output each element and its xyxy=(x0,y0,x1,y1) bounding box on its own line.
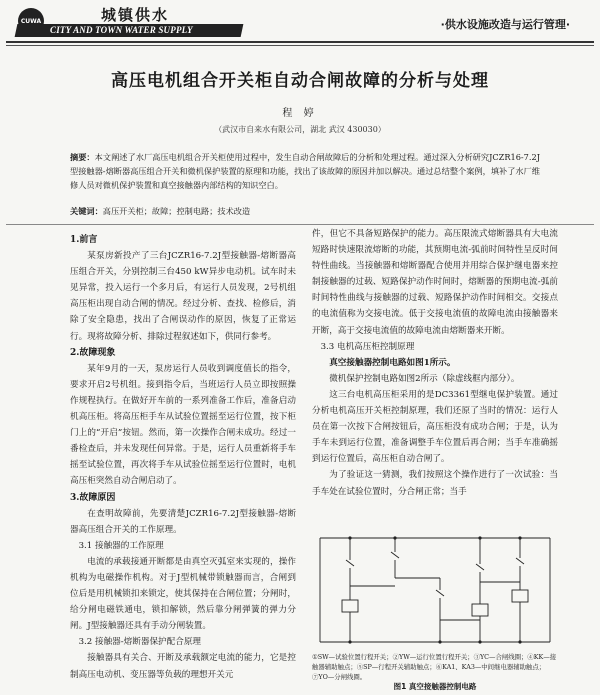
paragraph: 在查明故障前，先要清楚JCZR16-7.2J型接触器-熔断器高压组合开关的工作原理。 xyxy=(70,508,296,535)
section-heading: 1.前言 xyxy=(70,235,98,245)
paragraph: 微机保护控制电路如图2所示（除虚线框内部分）。 xyxy=(329,373,520,384)
control-circuit-diagram xyxy=(310,530,560,652)
paragraph: 某泵房新投产了三台JCZR16-7.2J型接触器-熔断器高压组合开关，分别控制三台450 kW异步电动机。试车时未见异常，投入运行一个多月后，有运行人员发现，2号机组高压柜出现自动合闸的情况。经过分析、查找、检修后，消除了安全隐患，找出了合闸误动作的原因，恢复了正常运行。现将故障分析、排除过程叙述如下，供同行参考。 xyxy=(70,251,296,342)
journal-logo xyxy=(6,4,242,38)
paragraph: 某年9月的一天，泵房运行人员收到调度值长的指令，要求开启2号机组。接到指令后，当班运行人员立即按照操作规程执行。在做好开车前的一系列准备工作后，准备启动机高压柜。将高压柜手车从试验位置摇至运行位置，按下柜门上的“开启”按钮。然而，第一次操作合闸未成功。经过一番检查后，并未发现任何异常。于是，运行人员重新将手车摇至试验位置，再次将手车从试验位摇至运行位置时，电机高压柜突然自动合闸启动了。 xyxy=(70,363,296,487)
keywords xyxy=(70,206,540,217)
subsection-heading: 3.1 接触器的工作原理 xyxy=(78,540,164,551)
author-affiliation: （武汉市自来水有限公司，湖北 武汉 430030） xyxy=(214,125,386,134)
right-column xyxy=(312,226,558,500)
abstract-label: 摘要： xyxy=(70,152,95,162)
keywords-label: 关键词： xyxy=(70,206,103,216)
subsection-heading: 3.3 电机高压柜控制原理 xyxy=(320,341,415,352)
article-author: 程 婷 xyxy=(282,108,318,119)
abstract xyxy=(70,150,540,192)
subsection-heading: 3.2 接触器-熔断器保护配合原理 xyxy=(78,637,202,648)
paragraph: 接触器具有关合、开断及承载额定电流的能力，它是控制高压电动机、变压器等负载的理想开关元 xyxy=(70,653,296,680)
abstract-text: 本文阐述了水厂高压电机组合开关柜使用过程中，发生自动合闸故障后的分析和处理过程。通过深入分析研究JCZR16-7.2J型接触器-熔断器高压组合开关和微机保护装置的原理和功能，找出了该故障的原因并加以解决。通过总结整个案例，填补了水厂维修人员对微机保护装置和真空接触器内部结构的知识空白。 xyxy=(70,152,540,190)
keywords-text: 高压开关柜；故障；控制电路；技术改造 xyxy=(102,206,251,216)
abstract-divider xyxy=(6,224,594,225)
header-rule-thin xyxy=(6,45,594,46)
section-heading: 3.故障原因 xyxy=(70,492,116,503)
figure-caption: 图1 真空接触器控制电路 xyxy=(393,682,477,691)
section-heading: 2.故障现象 xyxy=(70,347,116,358)
article-title: 高压电机组合开关柜自动合闸故障的分析与处理 xyxy=(111,71,489,91)
header-rule xyxy=(6,41,594,43)
paragraph: 这三台电机高压柜采用的是DC3361型继电保护装置。通过分析电机高压开关柜控制原理，我们还原了当时的情况：运行人员在第一次按下合闸按钮后，高压柜没有成功合闸；于是，认为手车未到运行位置，准备调整手车位置后再合闸；当手车准确摇到运行位置后，高压柜自动合闸了。 xyxy=(312,389,558,465)
paragraph-bold: 真空接触器控制电路如图1所示。 xyxy=(329,357,456,368)
logo-seal: CUWA xyxy=(18,8,44,34)
paragraph: 电流的承载接通开断都是由真空灭弧室来实现的，操作机构为电磁操作机构。对于J型机械带锁触器而言，合闸到位后是用机械锁扣来锁定，使其保持在合闸位置；分闸时，给分闸电磁铁通电，锁扣解锁，然后靠分闸弹簧的弹力分闸。J型接触器还具有手动分闸装置。 xyxy=(70,556,296,632)
logo-english-name: CITY AND TOWN WATER SUPPLY xyxy=(50,25,193,35)
section-title: ·供水设施改造与运行管理· xyxy=(440,18,570,31)
logo-chinese-name: 城镇供水 xyxy=(101,6,170,24)
paragraph: 件，但它不具备短路保护的能力。高压限流式熔断器具有大电流短路时快速限流熔断的功能，其预期电流-弧前时间特性呈反时间特性曲线。当接触器和熔断器配合使用并用综合保护继电器来控制接触器的过载、短路保护动作时间时，熔断器的预期电流-弧前时间特性曲线与接触器的过载、短路保护动作时间相交。交接点的电流值称为交接电流。低于交接电流值的故障电流由接触器来开断，高于交接电流值的故障电流由熔断器来开断。 xyxy=(312,229,558,336)
figure-legend: ①SW—试验位置行程开关；②YW—运行位置行程开关；③YC—合闸线圈；④KK—接触器辅助触点；⑤SP—行程开关辅助触点；⑥KA1、KA3—中间继电器辅助触点；⑦YO—分闸线圈。 xyxy=(312,653,557,681)
left-column xyxy=(70,232,296,683)
paragraph: 为了验证这一猜测，我们按照这个操作进行了一次试验：当手车处在试验位置时，分合闸正常；当手 xyxy=(312,470,558,497)
